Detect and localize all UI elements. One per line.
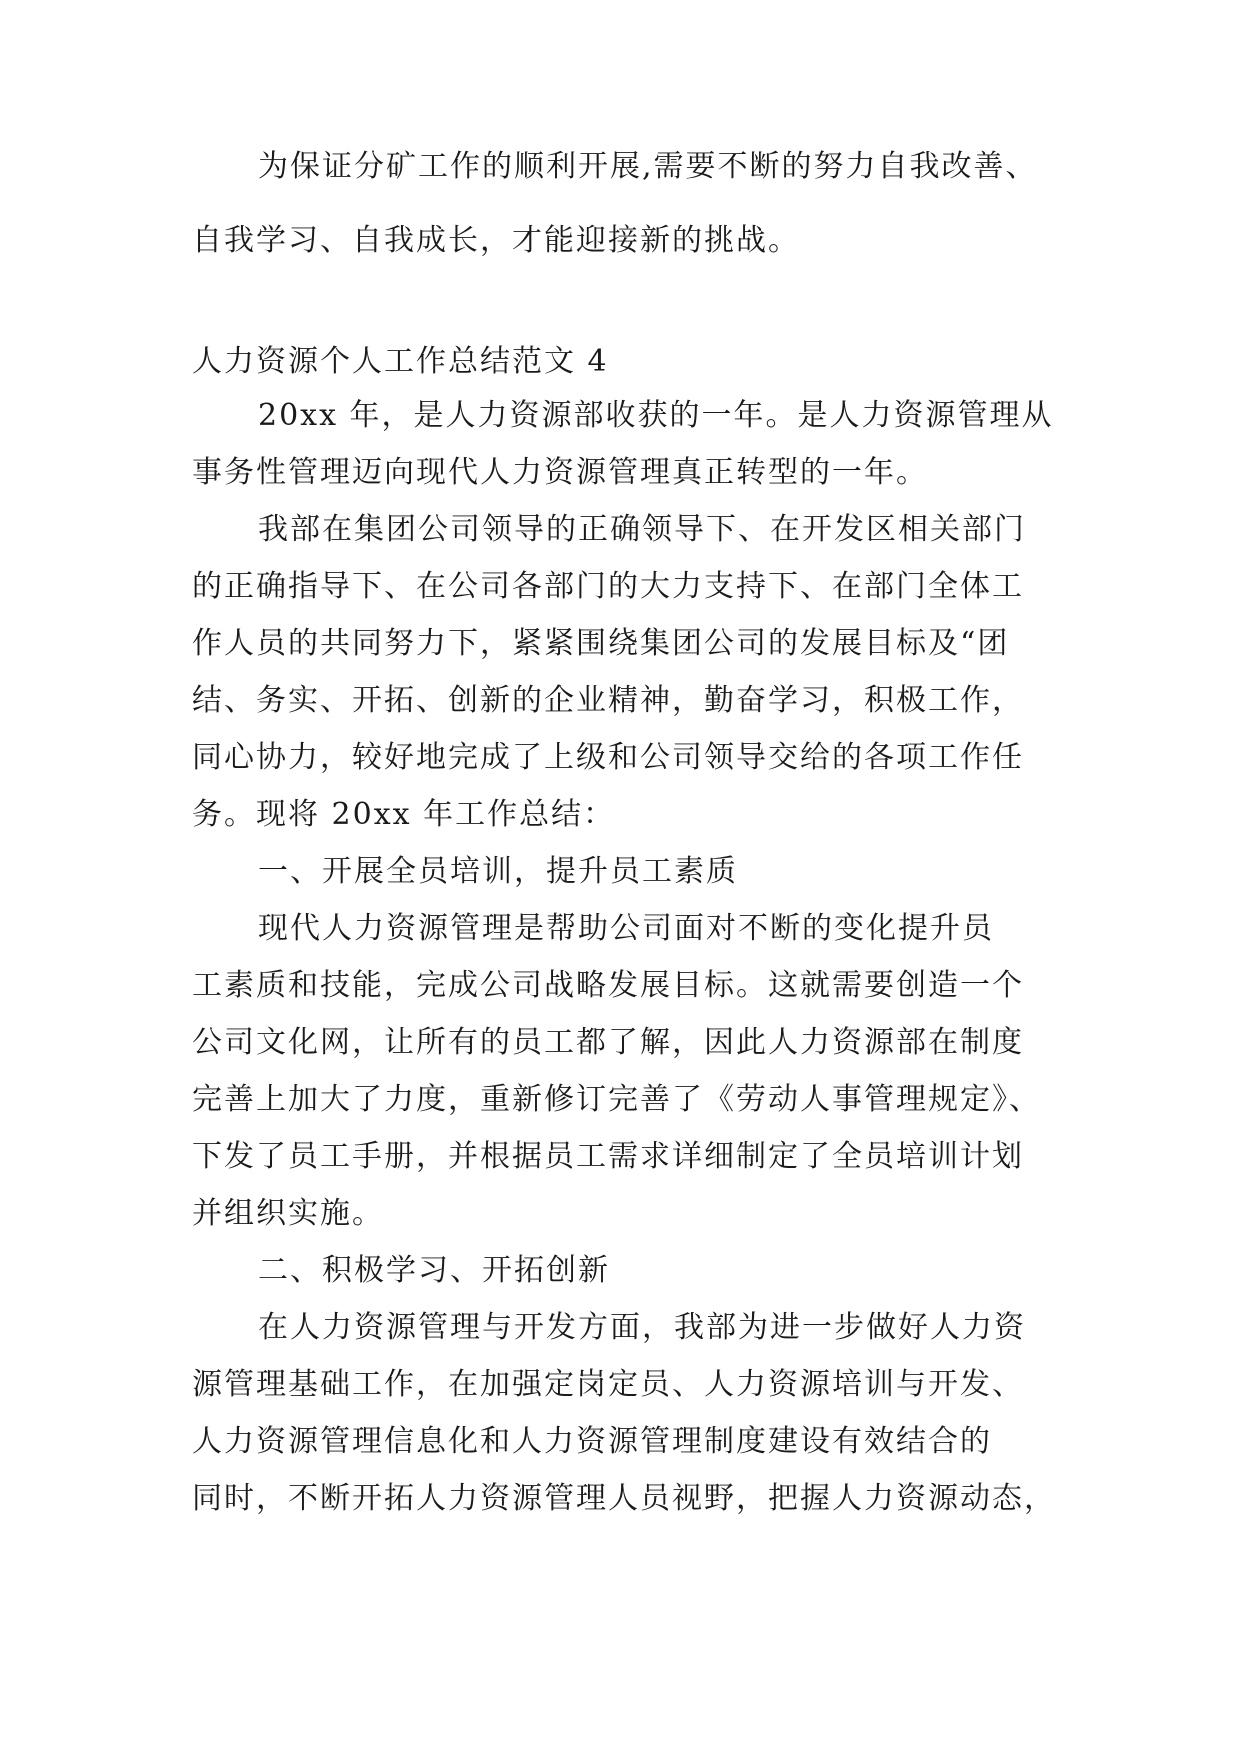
paragraph-line-7: 作人员的共同努力下，紧紧围绕集团公司的发展目标及“团 [192, 626, 1010, 661]
paragraph-line-16: 并组织实施。 [192, 1196, 384, 1231]
paragraph-line-13: 公司文化网，让所有的员工都了解，因此人力资源部在制度 [192, 1025, 1024, 1060]
paragraph-line-8: 结、务实、开拓、创新的企业精神，勤奋学习，积极工作， [192, 683, 1024, 718]
subheading-2: 二、积极学习、开拓创新 [258, 1253, 610, 1288]
paragraph-line-6: 的正确指导下、在公司各部门的大力支持下、在部门全体工 [192, 569, 1024, 604]
paragraph-line-20: 同时，不断开拓人力资源管理人员视野，把握人力资源动态， [192, 1481, 1056, 1516]
paragraph-line-4: 事务性管理迈向现代人力资源管理真正转型的一年。 [192, 455, 928, 490]
paragraph-line-17: 在人力资源管理与开发方面，我部为进一步做好人力资 [258, 1310, 1026, 1345]
section-title: 人力资源个人工作总结范文 4 [192, 344, 609, 379]
paragraph-line-11: 现代人力资源管理是帮助公司面对不断的变化提升员 [258, 911, 994, 946]
paragraph-line-10: 务。现将 20xx 年工作总结： [192, 797, 616, 832]
paragraph-line-15: 下发了员工手册，并根据员工需求详细制定了全员培训计划 [192, 1139, 1024, 1174]
paragraph-line-5: 我部在集团公司领导的正确领导下、在开发区相关部门 [258, 512, 1026, 547]
subheading-1: 一、开展全员培训，提升员工素质 [258, 854, 738, 889]
paragraph-line-3: 20xx 年，是人力资源部收获的一年。是人力资源管理从 [258, 398, 1054, 433]
paragraph-line-12: 工素质和技能，完成公司战略发展目标。这就需要创造一个 [192, 968, 1024, 1003]
paragraph-line-2: 自我学习、自我成长，才能迎接新的挑战。 [192, 223, 800, 258]
paragraph-line-9: 同心协力，较好地完成了上级和公司领导交给的各项工作任 [192, 740, 1024, 775]
paragraph-line-19: 人力资源管理信息化和人力资源管理制度建设有效结合的 [192, 1424, 992, 1459]
paragraph-line-14: 完善上加大了力度，重新修订完善了《劳动人事管理规定》、 [192, 1082, 1041, 1117]
paragraph-line-18: 源管理基础工作，在加强定岗定员、人力资源培训与开发、 [192, 1367, 1024, 1402]
paragraph-line-1: 为保证分矿工作的顺利开展,需要不断的努力自我改善、 [258, 149, 1038, 184]
